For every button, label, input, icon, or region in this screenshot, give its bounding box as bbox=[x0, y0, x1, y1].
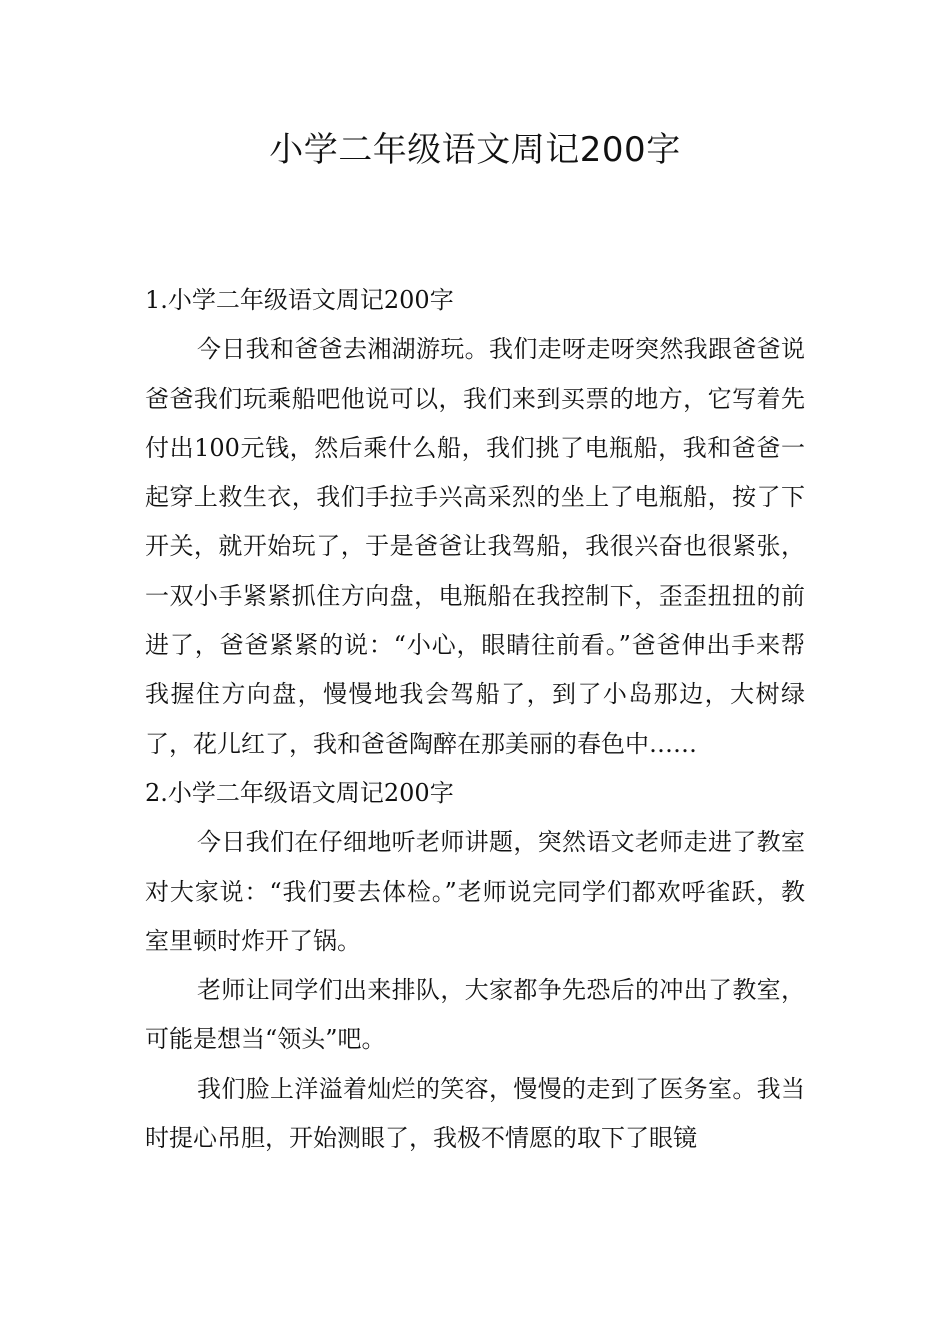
section-heading: 1.小学二年级语文周记200字 bbox=[145, 286, 454, 314]
paragraph: 今日我和爸爸去湘湖游玩。我们走呀走呀突然我跟爸爸说爸爸我们玩乘船吧他说可以，我们来到买票的地方，它写着先付出100元钱，然后乘什么船，我们挑了电瓶船，我和爸爸一起穿上救生衣，我们手拉手兴高采烈的坐上了电瓶船，按了下开关，就开始玩了，于是爸爸让我驾船，我很兴奋也很紧张，一双小手紧紧抓住方向盘，电瓶船在我控制下，歪歪扭扭的前进了，爸爸紧紧的说：“小心，眼睛往前看。”爸爸伸出手来帮我握住方向盘，慢慢地我会驾船了，到了小岛那边，大树绿了，花儿红了，我和爸爸陶醉在那美丽的春色中…… bbox=[145, 335, 805, 758]
section-1 bbox=[145, 276, 805, 769]
section-heading: 2.小学二年级语文周记200字 bbox=[145, 778, 454, 807]
document-title: 小学二年级语文周记200字 bbox=[269, 130, 681, 170]
paragraph: 我们脸上洋溢着灿烂的笑容，慢慢的走到了医务室。我当时提心吊胆，开始测眼了，我极不情愿的取下了眼镜 bbox=[145, 1074, 805, 1153]
paragraph: 今日我们在仔细地听老师讲题，突然语文老师走进了教室对大家说：“我们要去体检。”老师说完同学们都欢呼雀跃，教室里顿时炸开了锅。 bbox=[145, 828, 805, 955]
section-2 bbox=[145, 769, 805, 1163]
paragraph: 老师让同学们出来排队，大家都争先恐后的冲出了教室，可能是想当“领头”吧。 bbox=[145, 976, 805, 1054]
document-body bbox=[145, 276, 805, 1163]
